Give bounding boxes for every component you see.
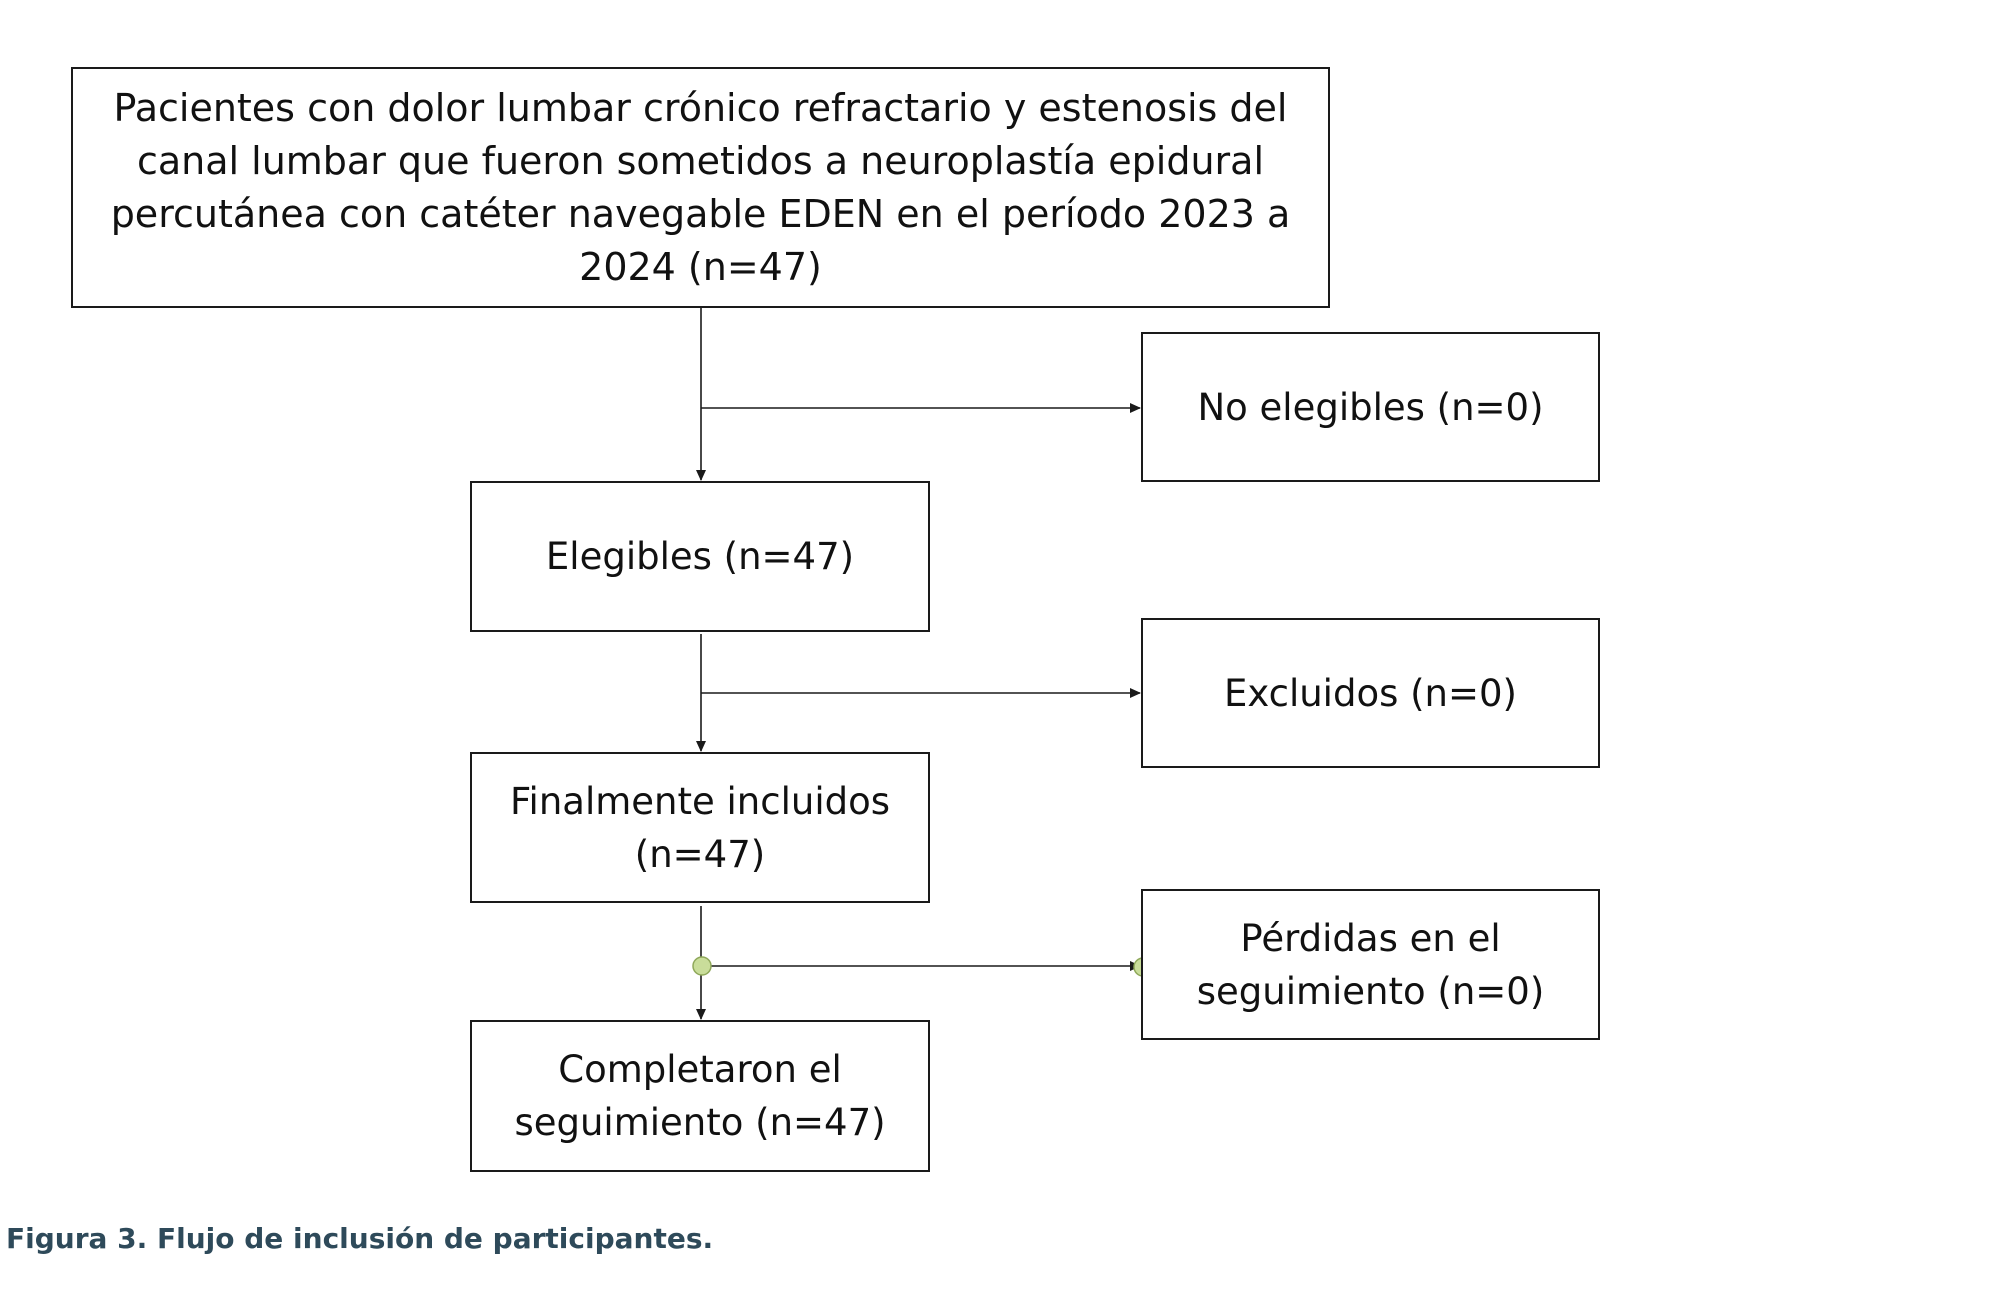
node-total-patients	[71, 67, 1330, 308]
node-finalmente-incluidos-label: Finalmente incluidos (n=47)	[509, 779, 891, 876]
node-no-elegibles	[1141, 332, 1600, 482]
node-completaron-seguimiento-label: Completaron el seguimiento (n=47)	[514, 1048, 886, 1144]
node-elegibles-label: Elegibles (n=47)	[545, 535, 855, 578]
figure-caption: Figura 3. Flujo de inclusión de participantes.	[6, 1222, 714, 1255]
connection-point-left	[693, 957, 711, 975]
node-elegibles	[470, 481, 930, 632]
node-excluidos	[1141, 618, 1600, 768]
node-completaron-seguimiento	[470, 1020, 930, 1172]
node-no-elegibles-label: No elegibles (n=0)	[1197, 385, 1544, 429]
node-excluidos-label: Excluidos (n=0)	[1223, 671, 1517, 715]
node-perdidas-seguimiento-label: Pérdidas en el seguimiento (n=0)	[1196, 916, 1545, 1013]
node-perdidas-seguimiento	[1141, 889, 1600, 1040]
node-finalmente-incluidos	[470, 752, 930, 903]
node-total-patients-label: Pacientes con dolor lumbar crónico refractario y estenosis del canal lumbar que fueron sometidos a neuroplastía epidural percutánea con catéter navegable EDEN en el período 2023 a 2024 (n=47)	[110, 85, 1291, 289]
